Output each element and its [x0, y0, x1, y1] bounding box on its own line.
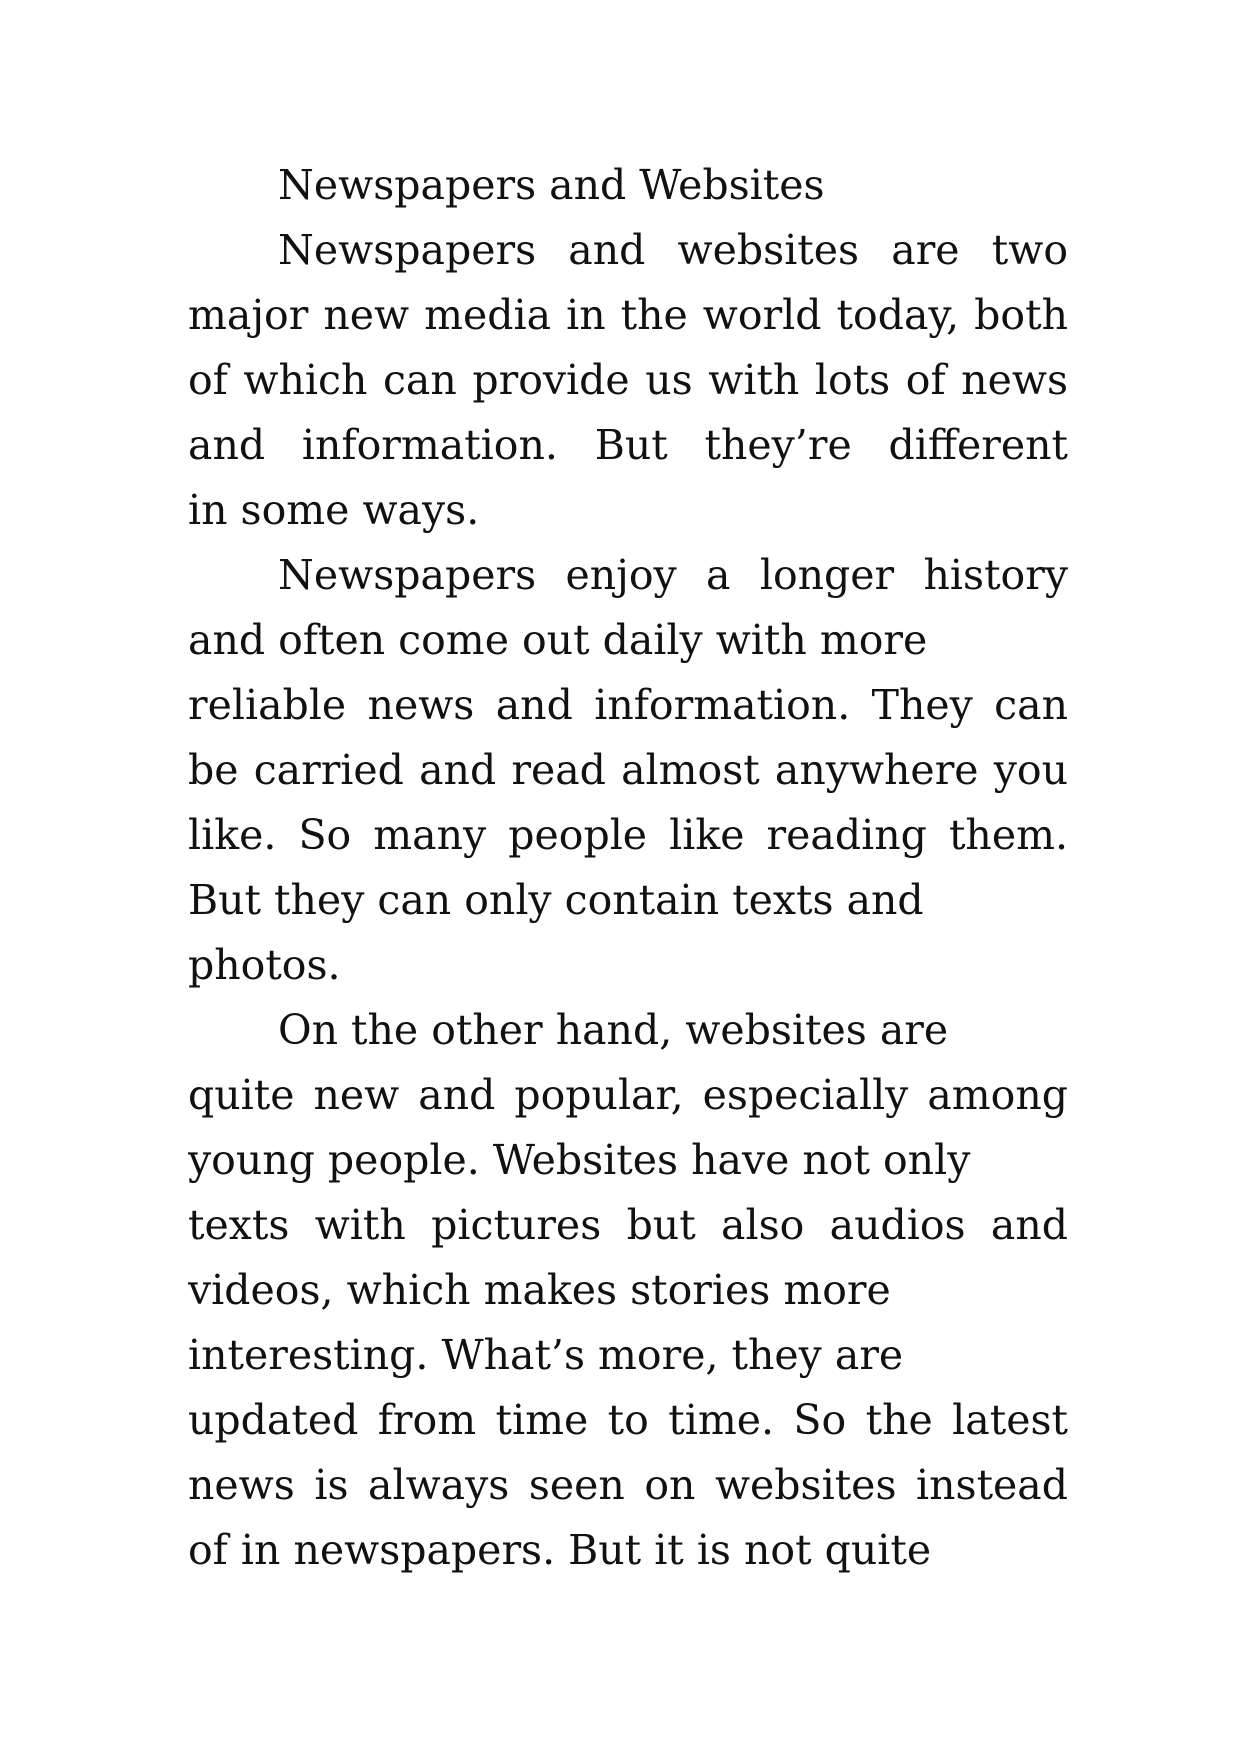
paragraph-3-line-2: quite new and popular, especially among	[188, 1071, 1068, 1119]
paragraph-2-line-5: like. So many people like reading them.	[188, 811, 1068, 859]
paragraph-2-line-4: be carried and read almost anywhere you	[188, 746, 1068, 794]
paragraph-3-line-8: news is always seen on websites instead	[188, 1461, 1068, 1509]
paragraph-1-line-2: major new media in the world today, both	[188, 291, 1068, 339]
paragraph-1-line-5: in some ways.	[188, 486, 480, 534]
paragraph-3-line-9: of in newspapers. But it is not quite	[188, 1526, 932, 1574]
paragraph-2-line-6: But they can only contain texts and	[188, 876, 924, 924]
paragraph-2-line-3: reliable news and information. They can	[188, 681, 1068, 729]
paragraph-2-line-7: photos.	[188, 941, 341, 989]
document-body	[188, 153, 1068, 1583]
paragraph-3-line-4: texts with pictures but also audios and	[188, 1201, 1068, 1249]
paragraph-2-line-2: and often come out daily with more	[188, 616, 928, 664]
document-title: Newspapers and Websites	[278, 161, 825, 209]
paragraph-2-line-1: Newspapers enjoy a longer history	[278, 551, 1068, 599]
paragraph-1-line-4: and information. But they’re different	[188, 421, 1068, 469]
paragraph-1-line-1: Newspapers and websites are two	[278, 226, 1068, 274]
paragraph-3-line-7: updated from time to time. So the latest	[188, 1396, 1068, 1444]
paragraph-3-line-5: videos, which makes stories more	[188, 1266, 891, 1314]
paragraph-3-line-6: interesting. What’s more, they are	[188, 1331, 904, 1379]
paragraph-1-line-3: of which can provide us with lots of news	[188, 356, 1068, 404]
paragraph-3-line-3: young people. Websites have not only	[188, 1136, 971, 1184]
paragraph-3-line-1: On the other hand, websites are	[278, 1006, 949, 1054]
